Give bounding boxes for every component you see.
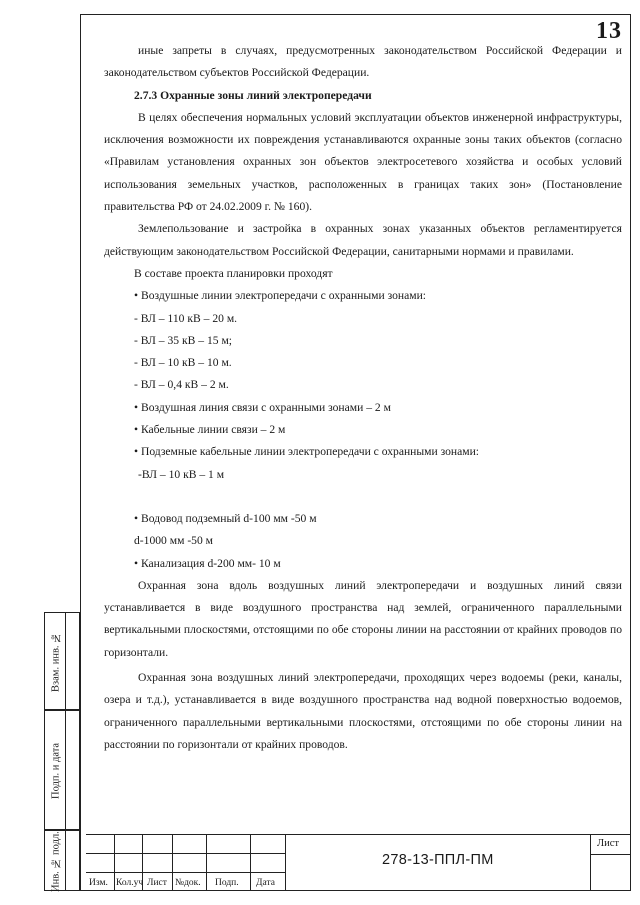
list-item: d-1000 мм -50 м	[134, 534, 214, 548]
paragraph: В целях обеспечения нормальных условий эксплуатации объектов инженерной инфраструктуры, исключения возможности их повреждения устанавливаются охранные зоны таких объектов (согласно «Правилам установления охранных зон объектов электросетевого хозяйства и особых условий использования земельных участков, расположенных в границах таких зон» (Постановление правительства РФ от 24.02.2009 г. № 160).	[104, 110, 622, 214]
col-kol-uch: Кол.уч	[116, 878, 144, 888]
list-item: - ВЛ – 10 кВ – 10 м.	[134, 356, 232, 370]
side-stamp-inv	[44, 830, 66, 891]
paragraph: Охранная зона воздушных линий электропередачи, проходящих через водоемы (реки, каналы, озера и т.д.), устанавливается в виде воздушного пространства над водной поверхностью водоемов, ограниченного параллельными вертикальными плоскостями, отстоящими по обе стороны линии на расстоянии по горизонтали от крайних проводов.	[104, 671, 622, 751]
list-item: - ВЛ – 0,4 кВ – 2 м.	[134, 378, 229, 392]
col-data: Дата	[256, 878, 275, 888]
col-podp: Подп.	[215, 878, 239, 888]
side-label-podp: Подп. и дата	[50, 742, 62, 800]
list-item: • Воздушные линии электропередачи с охранными зонами:	[134, 289, 427, 303]
title-block	[86, 834, 631, 891]
col-list: Лист	[147, 878, 167, 888]
list-item: • Канализация d-200 мм- 10 м	[134, 556, 281, 570]
col-ndok: №док.	[175, 878, 201, 888]
list-item: • Воздушная линия связи с охранными зонами – 2 м	[134, 400, 391, 414]
document-code: 278-13-ППЛ-ПМ	[382, 852, 494, 868]
paragraph: иные запреты в случаях, предусмотренных законодательством Российской Федерации и законодательством субъектов Российской Федерации.	[104, 44, 622, 80]
col-izm: Изм.	[89, 878, 108, 888]
list-item: - ВЛ – 110 кВ – 20 м.	[134, 311, 238, 325]
list-intro: В составе проекта планировки проходят	[134, 266, 333, 280]
side-stamp-vzam	[44, 612, 66, 710]
side-stamp-podp	[44, 710, 66, 830]
list-item: • Кабельные линии связи – 2 м	[134, 423, 286, 437]
list-item: • Водовод подземный d-100 мм -50 м	[134, 511, 317, 525]
sheet-label: Лист	[597, 838, 619, 849]
list-item: -ВЛ – 10 кВ – 1 м	[138, 467, 225, 481]
paragraph: Охранная зона вдоль воздушных линий электропередачи и воздушных линий связи устанавливается в виде воздушного пространства над землей, ограниченного параллельными вертикальными плоскостями, отстоящими по обе стороны линии на расстоянии от крайних проводов по горизонтали.	[104, 578, 622, 659]
page-number: 13	[596, 18, 622, 44]
side-label-inv: Инв. № подл.	[50, 831, 62, 892]
document-body	[104, 40, 622, 756]
paragraph: Землепользование и застройка в охранных зонах указанных объектов регламентируется действующим законодательством Российской Федерации, санитарными нормами и правилами.	[104, 222, 622, 258]
side-label-vzam: Взам. инв. №	[50, 631, 62, 693]
list-item: • Подземные кабельные линии электропередачи с охранными зонами:	[134, 445, 480, 459]
list-item: - ВЛ – 35 кВ – 15 м;	[134, 333, 233, 347]
section-heading: 2.7.3 Охранные зоны линий электропередачи	[134, 88, 372, 102]
